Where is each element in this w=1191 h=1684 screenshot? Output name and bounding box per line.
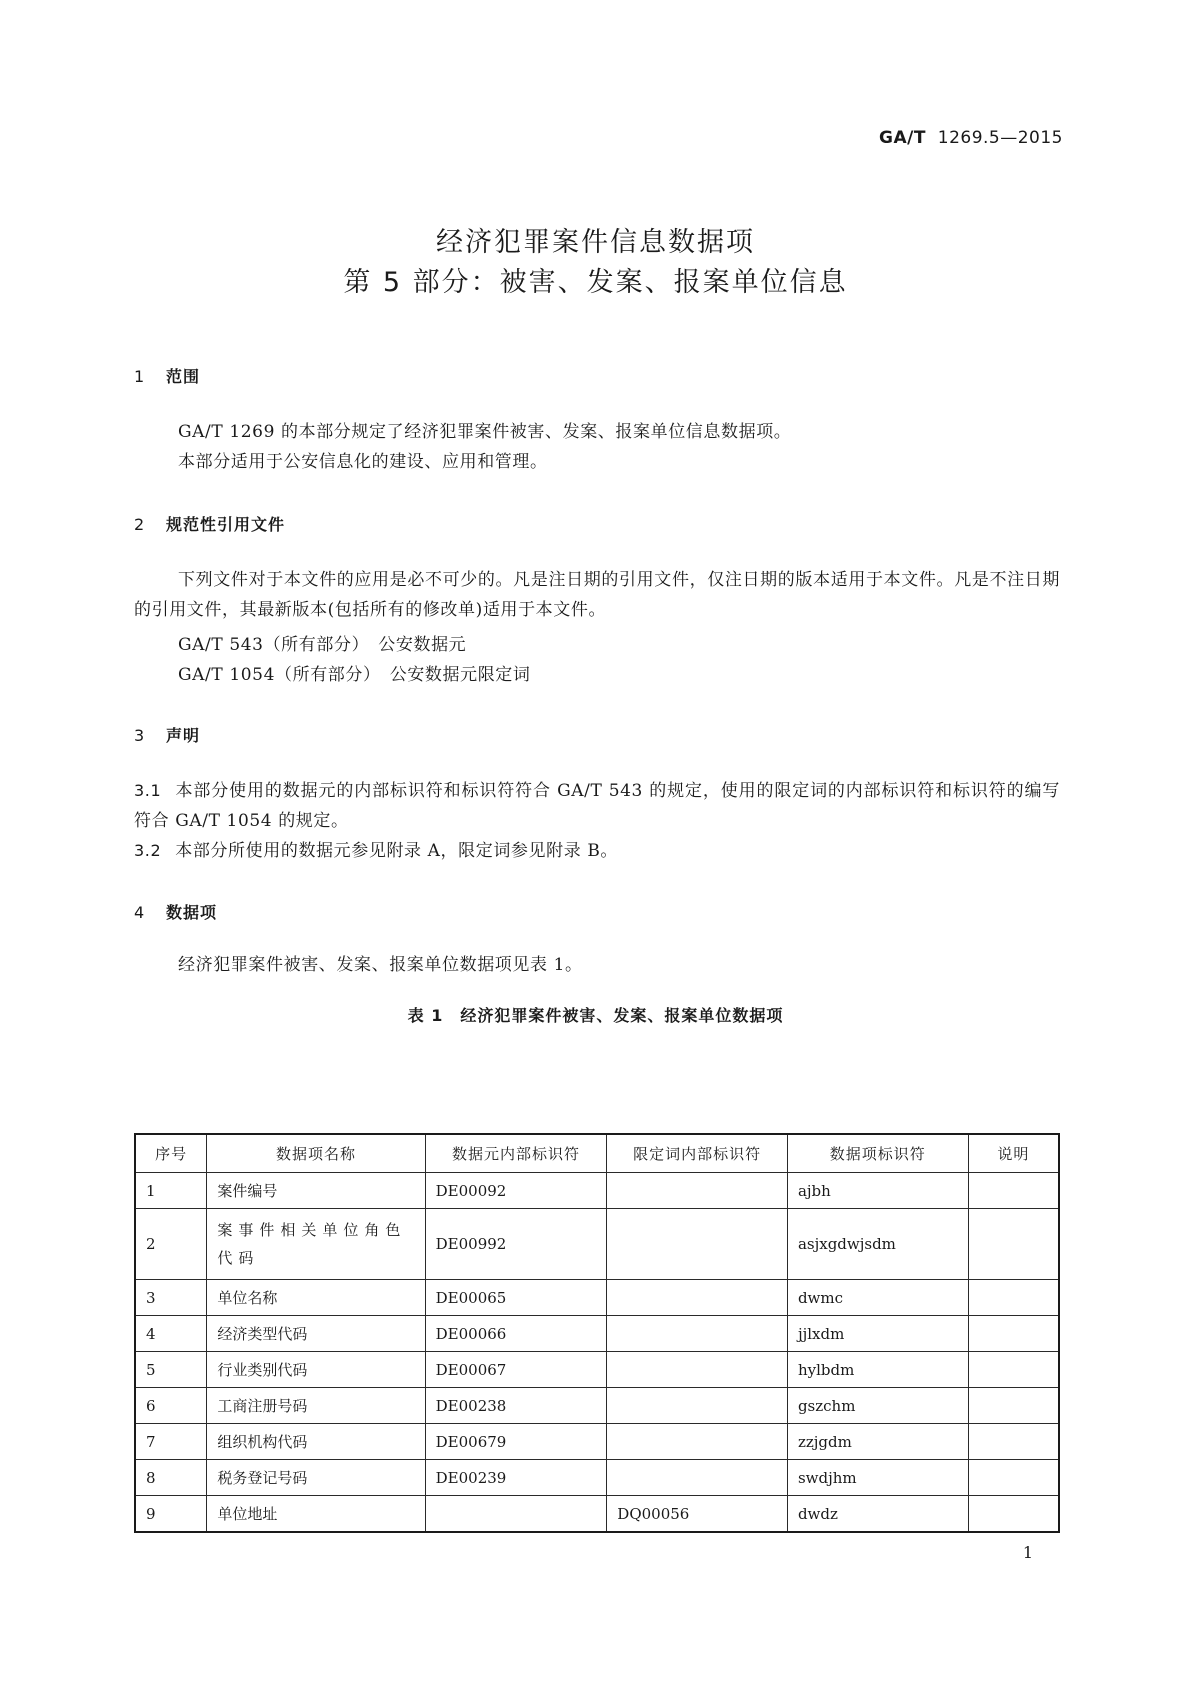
cell-item-id: dwmc — [787, 1280, 968, 1316]
table-row — [135, 1352, 1059, 1388]
table-row — [135, 1388, 1059, 1424]
cell-qualifier-id: DQ00056 — [607, 1496, 788, 1533]
cell-seq: 2 — [135, 1209, 207, 1280]
cell-note — [968, 1280, 1059, 1316]
section-2-reference-2: GA/T 1054（所有部分） 公安数据元限定词 — [178, 665, 531, 685]
col-header-qualifier-id: 限定词内部标识符 — [607, 1134, 788, 1173]
cell-note — [968, 1460, 1059, 1496]
cell-note — [968, 1496, 1059, 1533]
cell-item-id: ajbh — [787, 1173, 968, 1209]
cell-qualifier-id — [607, 1424, 788, 1460]
cell-item-id: dwdz — [787, 1496, 968, 1533]
cell-item-name: 经济类型代码 — [207, 1316, 425, 1352]
cell-element-id — [425, 1496, 607, 1533]
cell-seq: 8 — [135, 1460, 207, 1496]
cell-note — [968, 1173, 1059, 1209]
section-1-number: 1 — [134, 367, 146, 386]
table-row — [135, 1316, 1059, 1352]
table-row — [135, 1424, 1059, 1460]
cell-item-name: 单位名称 — [207, 1280, 425, 1316]
cell-item-name: 案件编号 — [207, 1173, 425, 1209]
section-2-number: 2 — [134, 515, 146, 534]
cell-item-name: 行业类别代码 — [207, 1352, 425, 1388]
cell-seq: 1 — [135, 1173, 207, 1209]
section-1-heading — [134, 364, 200, 387]
table-caption: 表 1 经济犯罪案件被害、发案、报案单位数据项 — [407, 1006, 784, 1025]
clause-3-1 — [134, 776, 1060, 836]
col-header-note: 说明 — [968, 1134, 1059, 1173]
table-header-row — [135, 1134, 1059, 1173]
cell-note — [968, 1424, 1059, 1460]
cell-note — [968, 1352, 1059, 1388]
cell-item-id: zzjgdm — [787, 1424, 968, 1460]
table-row — [135, 1173, 1059, 1209]
section-4-heading — [134, 900, 217, 923]
cell-item-id: jjlxdm — [787, 1316, 968, 1352]
table-row — [135, 1460, 1059, 1496]
document-code — [879, 128, 1063, 148]
table-row — [135, 1209, 1059, 1280]
document-code-number: 1269.5—2015 — [937, 128, 1063, 148]
section-3-number: 3 — [134, 726, 146, 745]
section-2-reference-1: GA/T 543（所有部分） 公安数据元 — [178, 635, 467, 655]
cell-qualifier-id — [607, 1388, 788, 1424]
cell-item-name: 工商注册号码 — [207, 1388, 425, 1424]
col-header-item-name: 数据项名称 — [207, 1134, 425, 1173]
document-title-line2: 第 5 部分：被害、发案、报案单位信息 — [343, 267, 848, 298]
cell-element-id: DE00238 — [425, 1388, 607, 1424]
cell-qualifier-id — [607, 1460, 788, 1496]
section-4-number: 4 — [134, 903, 146, 922]
table-row — [135, 1280, 1059, 1316]
clause-3-2 — [134, 836, 1060, 866]
col-header-item-id: 数据项标识符 — [787, 1134, 968, 1173]
cell-qualifier-id — [607, 1173, 788, 1209]
clause-3-1-text: 本部分使用的数据元的内部标识符和标识符符合 GA/T 543 的规定，使用的限定词的内部标识符和标识符的编写符合 GA/T 1054 的规定。 — [134, 781, 1060, 831]
cell-element-id: DE00067 — [425, 1352, 607, 1388]
section-2-paragraph-1: 下列文件对于本文件的应用是必不可少的。凡是注日期的引用文件，仅注日期的版本适用于本文件。凡是不注日期的引用文件，其最新版本(包括所有的修改单)适用于本文件。 — [134, 570, 1060, 620]
section-3-title: 声明 — [166, 726, 201, 745]
cell-item-id: asjxgdwjsdm — [787, 1209, 968, 1280]
section-2-heading — [134, 512, 285, 535]
cell-item-name: 组织机构代码 — [207, 1424, 425, 1460]
section-1-paragraph-1: GA/T 1269 的本部分规定了经济犯罪案件被害、发案、报案单位信息数据项。 — [178, 422, 792, 442]
cell-item-id: gszchm — [787, 1388, 968, 1424]
section-3-heading — [134, 723, 200, 746]
cell-note — [968, 1316, 1059, 1352]
col-header-element-id: 数据元内部标识符 — [425, 1134, 607, 1173]
data-items-table — [134, 1133, 1060, 1533]
section-4-paragraph-1: 经济犯罪案件被害、发案、报案单位数据项见表 1。 — [178, 955, 583, 975]
cell-element-id: DE00065 — [425, 1280, 607, 1316]
cell-qualifier-id — [607, 1280, 788, 1316]
cell-item-name: 税务登记号码 — [207, 1460, 425, 1496]
cell-seq: 7 — [135, 1424, 207, 1460]
cell-item-id: swdjhm — [787, 1460, 968, 1496]
cell-element-id: DE00092 — [425, 1173, 607, 1209]
cell-seq: 6 — [135, 1388, 207, 1424]
cell-seq: 4 — [135, 1316, 207, 1352]
cell-seq: 5 — [135, 1352, 207, 1388]
cell-qualifier-id — [607, 1352, 788, 1388]
clause-3-2-text: 本部分所使用的数据元参见附录 A，限定词参见附录 B。 — [175, 841, 619, 861]
cell-element-id: DE00239 — [425, 1460, 607, 1496]
cell-item-id: hylbdm — [787, 1352, 968, 1388]
document-code-prefix: GA/T — [879, 128, 926, 148]
cell-note — [968, 1388, 1059, 1424]
cell-qualifier-id — [607, 1316, 788, 1352]
section-4-title: 数据项 — [166, 903, 218, 922]
col-header-seq: 序号 — [135, 1134, 207, 1173]
cell-note — [968, 1209, 1059, 1280]
clause-3-1-number: 3.1 — [134, 781, 162, 800]
cell-item-name: 单位地址 — [207, 1496, 425, 1533]
cell-seq: 9 — [135, 1496, 207, 1533]
cell-element-id: DE00679 — [425, 1424, 607, 1460]
cell-element-id: DE00066 — [425, 1316, 607, 1352]
section-2-title: 规范性引用文件 — [166, 515, 286, 534]
cell-seq: 3 — [135, 1280, 207, 1316]
page-number: 1 — [1022, 1543, 1033, 1562]
section-1-paragraph-2: 本部分适用于公安信息化的建设、应用和管理。 — [178, 452, 548, 472]
clause-3-2-number: 3.2 — [134, 841, 162, 860]
cell-item-name: 案事件相关单位角色代码 — [207, 1209, 425, 1280]
table-row — [135, 1496, 1059, 1533]
cell-element-id: DE00992 — [425, 1209, 607, 1280]
document-title-line1: 经济犯罪案件信息数据项 — [436, 227, 755, 258]
section-1-title: 范围 — [166, 367, 201, 386]
cell-qualifier-id — [607, 1209, 788, 1280]
